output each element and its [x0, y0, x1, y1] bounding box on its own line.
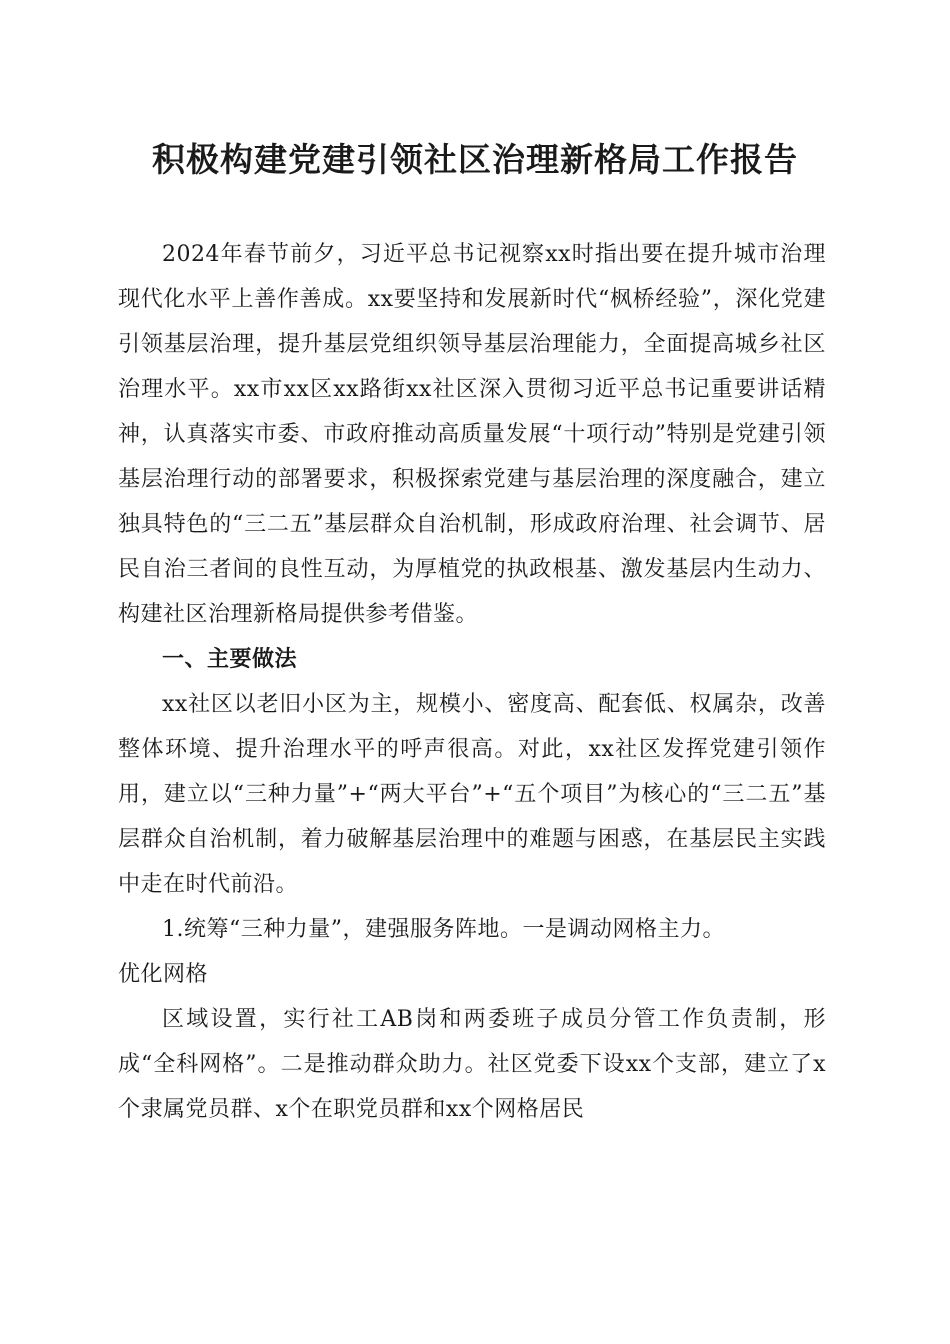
- section1-paragraph-2: 1.统筹“三种力量”，建强服务阵地。一是调动网格主力。: [162, 917, 725, 942]
- document-body: [118, 232, 826, 1132]
- section-heading-main-practices: 一、主要做法: [162, 647, 298, 672]
- document-title: 积极构建党建引领社区治理新格局工作报告: [152, 140, 798, 179]
- section1-paragraph-2-continued: 优化网格: [118, 962, 209, 987]
- section1-paragraph-3: 区域设置，实行社工AB岗和两委班子成员分管工作负责制，形成“全科网格”。二是推动群众助力。社区党委下设xx个支部，建立了x个隶属党员群、x个在职党员群和xx个网格居民: [118, 1007, 826, 1122]
- intro-paragraph: 2024年春节前夕，习近平总书记视察xx时指出要在提升城市治理现代化水平上善作善成。xx要坚持和发展新时代“枫桥经验”，深化党建引领基层治理，提升基层党组织领导基层治理能力，全面提高城乡社区治理水平。xx市xx区xx路街xx社区深入贯彻习近平总书记重要讲话精神，认真落实市委、市政府推动高质量发展“十项行动”特别是党建引领基层治理行动的部署要求，积极探索党建与基层治理的深度融合，建立独具特色的“三二五”基层群众自治机制，形成政府治理、社会调节、居民自治三者间的良性互动，为厚植党的执政根基、激发基层内生动力、构建社区治理新格局提供参考借鉴。: [118, 242, 826, 627]
- section1-paragraph-1: xx社区以老旧小区为主，规模小、密度高、配套低、权属杂，改善整体环境、提升治理水平的呼声很高。对此，xx社区发挥党建引领作用，建立以“三种力量”+“两大平台”+“五个项目”为核心的“三二五”基层群众自治机制，着力破解基层治理中的难题与困惑，在基层民主实践中走在时代前沿。: [118, 692, 826, 897]
